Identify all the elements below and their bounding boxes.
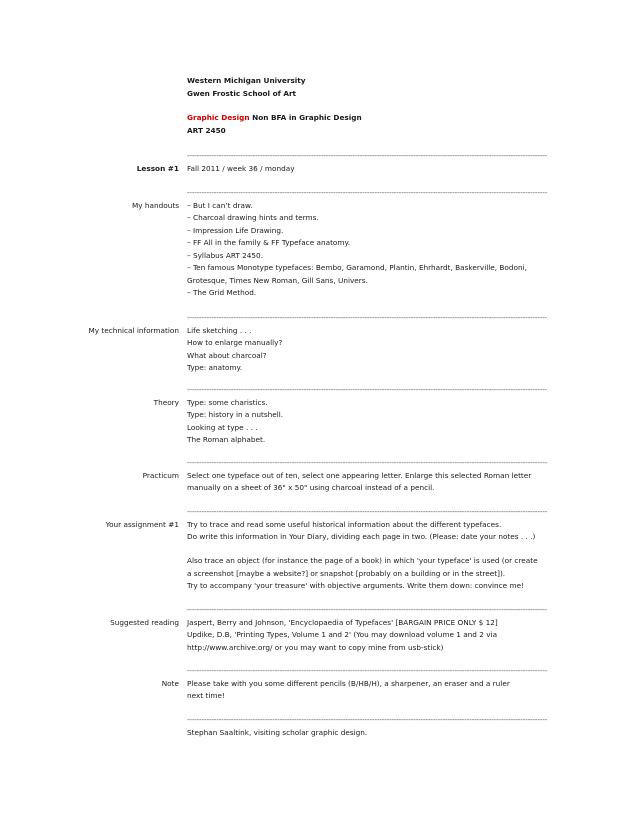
- separator: ----------------------------------------------------------------------------------------------------------------------------------------------------: [187, 313, 548, 322]
- assignment-line: Try to trace and read some useful historical information about the different typefaces.: [187, 519, 502, 529]
- course-code: ART 2450: [187, 125, 226, 135]
- program-title: [187, 112, 527, 125]
- handout-item: – Charcoal drawing hints and terms.: [187, 213, 319, 222]
- separator: ----------------------------------------------------------------------------------------------------------------------------------------------------: [187, 151, 548, 160]
- theory-item: The Roman alphabet.: [187, 435, 266, 444]
- separator: ----------------------------------------------------------------------------------------------------------------------------------------------------: [187, 458, 548, 467]
- separator: ----------------------------------------------------------------------------------------------------------------------------------------------------: [187, 507, 548, 516]
- reading-label: Suggested reading: [110, 617, 179, 627]
- header-block: [187, 75, 527, 100]
- note-label: Note: [161, 678, 179, 688]
- footer-section: [187, 714, 548, 739]
- lesson-section: [187, 150, 548, 175]
- handout-item: – Syllabus ART 2450.: [187, 250, 264, 260]
- handout-item: – Ten famous Monotype typefaces: Bembo, Garamond, Plantin, Ehrhardt, Baskerville, Bodoni,: [187, 263, 527, 272]
- handout-item: – Impression Life Drawing.: [187, 225, 284, 235]
- program-rest: Non BFA in Graphic Design: [249, 113, 362, 122]
- note-section: [187, 665, 548, 703]
- school-name: Gwen Frostic School of Art: [187, 88, 297, 98]
- handout-item: – FF All in the family & FF Typeface anatomy.: [187, 238, 351, 247]
- handout-item: Grotesque, Times New Roman, Gill Sans, Univers.: [187, 275, 368, 285]
- assignment-line: a screenshot [maybe a website?] or snapshot [probably on a building or in the street]).: [187, 568, 506, 578]
- assignment-label: Your assignment #1: [105, 519, 179, 529]
- practicum-line: manually on a sheet of 36" x 50" using charcoal instead of a pencil.: [187, 483, 435, 492]
- handouts-label: My handouts: [131, 200, 179, 210]
- theory-item: Type: some charistics.: [187, 397, 268, 407]
- assignment-line: Also trace an object (for instance the page of a book) in which 'your typeface' is used (or create: [187, 556, 538, 565]
- separator: ----------------------------------------------------------------------------------------------------------------------------------------------------: [187, 188, 548, 197]
- lesson-label: Lesson #1: [136, 163, 179, 173]
- assignment-followup: [187, 555, 538, 593]
- note-line: Please take with you some different pencils (B/HB/H), a sharpener, an eraser and a ruler: [187, 678, 510, 688]
- practicum-line: Select one typeface out of ten, select one appearing letter. Enlarge this selected Roman letter: [187, 470, 532, 480]
- university-name: Western Michigan University: [187, 76, 306, 85]
- assignment-line: Try to accompany 'your treasure' with objective arguments. Write them down: convince me!: [187, 581, 525, 590]
- technical-section: [187, 312, 548, 375]
- note-line: next time!: [187, 691, 225, 700]
- reading-line: Jaspert, Berry and Johnson, 'Encyclopaedia of Typefaces' [BARGAIN PRICE ONLY $ 12]: [187, 617, 498, 627]
- reading-section: [187, 604, 548, 654]
- assignment-section: [187, 506, 548, 544]
- theory-item: Type: history in a nutshell.: [187, 410, 284, 419]
- practicum-label: Practicum: [142, 470, 179, 480]
- technical-item: Life sketching . . .: [187, 325, 252, 335]
- theory-section: [187, 384, 548, 447]
- lesson-line-0: Fall 2011 / week 36 / monday: [187, 163, 295, 173]
- technical-item: What about charcoal?: [187, 350, 267, 360]
- technical-item: Type: anatomy.: [187, 363, 243, 372]
- assignment-line: Do write this information in Your Diary, dividing each page in two. (Please: date your notes . . .): [187, 532, 536, 541]
- program-block: [187, 112, 527, 137]
- handout-item: – The Grid Method.: [187, 288, 257, 297]
- handout-item: – But I can’t draw.: [187, 200, 253, 210]
- separator: ----------------------------------------------------------------------------------------------------------------------------------------------------: [187, 385, 548, 394]
- practicum-section: [187, 457, 548, 495]
- footer-line: Stephan Saaltink, visiting scholar graphic design.: [187, 727, 368, 737]
- separator: ----------------------------------------------------------------------------------------------------------------------------------------------------: [187, 666, 548, 675]
- reading-line: http://www.archive.org/ or you may want to copy mine from usb-stick): [187, 642, 444, 652]
- separator: ----------------------------------------------------------------------------------------------------------------------------------------------------: [187, 715, 548, 724]
- theory-item: Looking at type . . .: [187, 422, 258, 432]
- program-highlight: Graphic Design: [187, 113, 250, 122]
- reading-line: Updike, D.B, 'Printing Types, Volume 1 and 2' (You may download volume 1 and 2 via: [187, 630, 498, 639]
- separator: ----------------------------------------------------------------------------------------------------------------------------------------------------: [187, 605, 548, 614]
- technical-label: My technical information: [88, 325, 179, 335]
- technical-item: How to enlarge manually?: [187, 338, 283, 347]
- theory-label: Theory: [153, 397, 179, 407]
- handouts-section: [187, 187, 548, 300]
